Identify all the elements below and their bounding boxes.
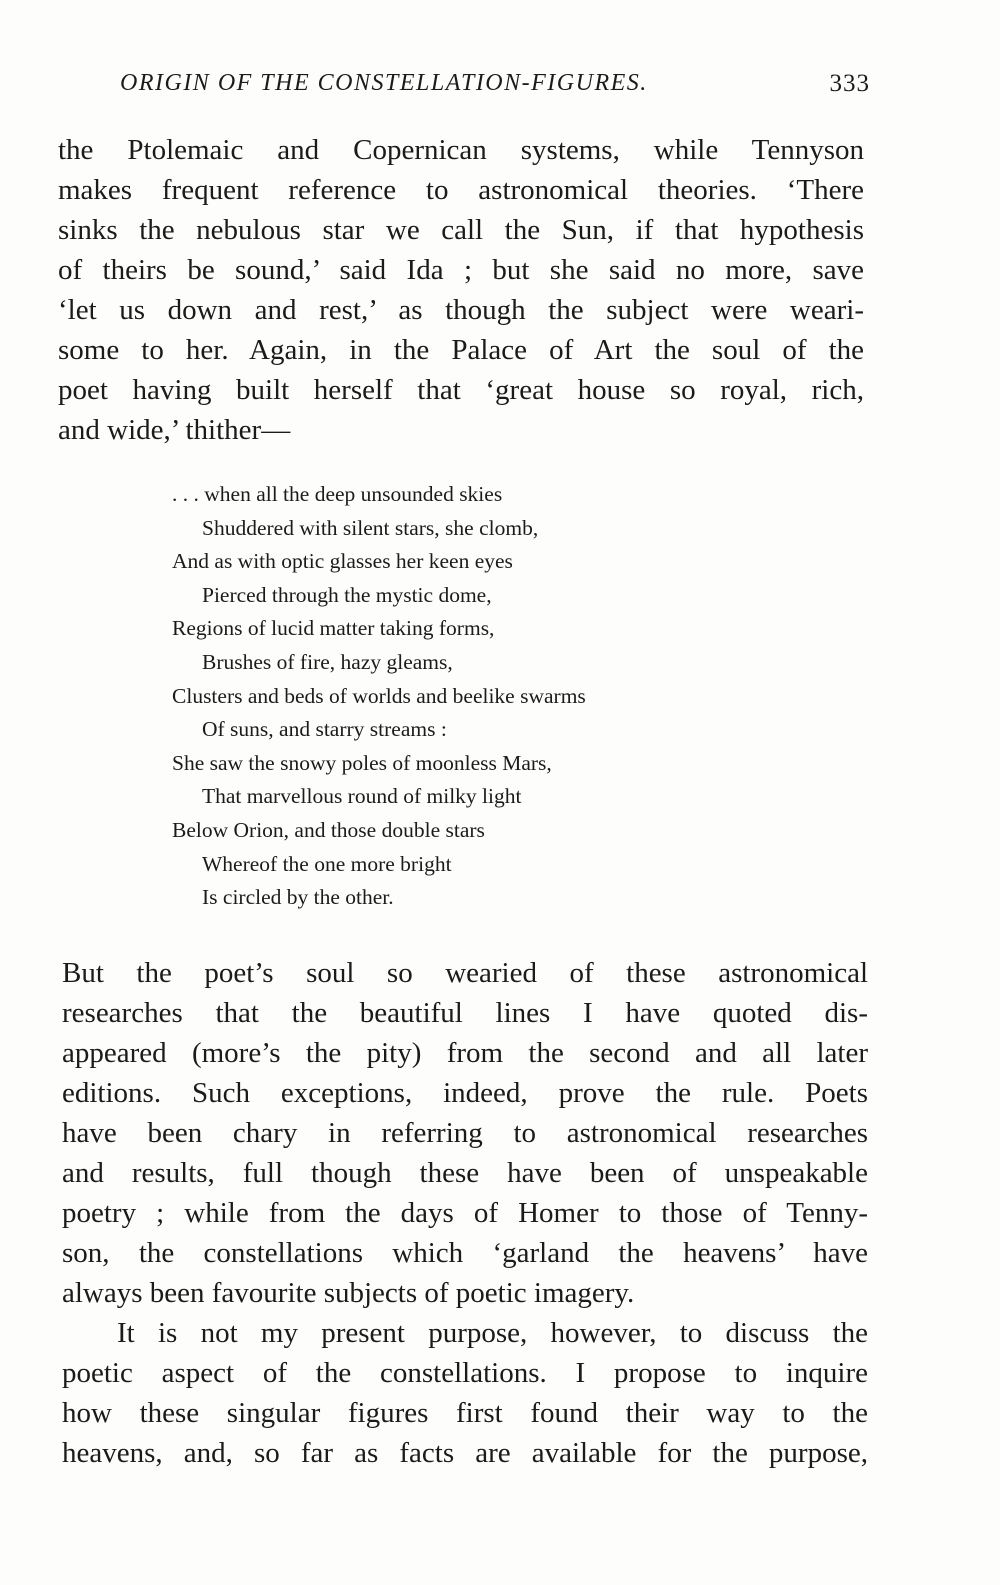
text-line: of theirs be sound,’ said Ida ; but she said no more, save <box>58 254 864 286</box>
verse-line: She saw the snowy poles of moonless Mars, <box>172 750 552 775</box>
text-line: But the poet’s soul so wearied of these astronomical <box>62 957 868 989</box>
verse-line: Regions of lucid matter taking forms, <box>172 616 495 641</box>
text-line: appeared (more’s the pity) from the second and all later <box>62 1037 868 1069</box>
verse-line: . . . when all the deep unsounded skies <box>172 482 503 506</box>
text-line: poet having built herself that ‘great house so royal, rich, <box>58 374 864 406</box>
text-line: son, the constellations which ‘garland the heavens’ have <box>62 1237 868 1269</box>
text-line: how these singular figures first found their way to the <box>62 1397 868 1429</box>
text-line: some to her. Again, in the Palace of Art the soul of the <box>58 334 864 366</box>
text-line: poetic aspect of the constellations. I propose to inquire <box>62 1357 868 1389</box>
verse-line: Pierced through the mystic dome, <box>202 582 492 607</box>
verse-line: Clusters and beds of worlds and beelike swarms <box>172 683 586 708</box>
paragraph-3 <box>62 1313 868 1473</box>
text-line: heavens, and, so far as facts are available for the purpose, <box>62 1437 868 1469</box>
verse-line: And as with optic glasses her keen eyes <box>172 549 513 574</box>
paragraph-2 <box>62 953 868 1313</box>
verse-quotation <box>172 478 792 915</box>
verse-line: Below Orion, and those double stars <box>172 817 485 842</box>
paragraph-1 <box>58 130 864 450</box>
text-line: and results, full though these have been of unspeakable <box>62 1157 868 1189</box>
verse-line: That marvellous round of milky light <box>202 784 522 809</box>
text-line: the Ptolemaic and Copernican systems, while Tennyson <box>58 134 864 166</box>
verse-line: Of suns, and starry streams : <box>202 717 447 742</box>
running-title: ORIGIN OF THE CONSTELLATION-FIGURES. <box>120 70 648 96</box>
text-line: poetry ; while from the days of Homer to those of Tenny- <box>62 1197 868 1229</box>
verse-line: Is circled by the other. <box>202 885 394 910</box>
text-line: have been chary in referring to astronomical researches <box>62 1117 868 1149</box>
text-line: ‘let us down and rest,’ as though the subject were weari- <box>58 294 864 326</box>
verse-line: Shuddered with silent stars, she clomb, <box>202 515 539 540</box>
verse-line: Brushes of fire, hazy gleams, <box>202 649 453 674</box>
text-line: researches that the beautiful lines I have quoted dis- <box>62 997 868 1029</box>
text-line: always been favourite subjects of poetic imagery. <box>62 1277 635 1309</box>
verse-line: Whereof the one more bright <box>202 851 452 876</box>
text-line: makes frequent reference to astronomical theories. ‘There <box>58 174 864 206</box>
text-line: and wide,’ thither— <box>58 414 291 446</box>
page-number: 333 <box>829 70 870 97</box>
running-head <box>120 70 870 110</box>
text-line: It is not my present purpose, however, to discuss the <box>117 1317 868 1349</box>
text-line: editions. Such exceptions, indeed, prove the rule. Poets <box>62 1077 868 1109</box>
text-line: sinks the nebulous star we call the Sun, if that hypothesis <box>58 214 864 246</box>
